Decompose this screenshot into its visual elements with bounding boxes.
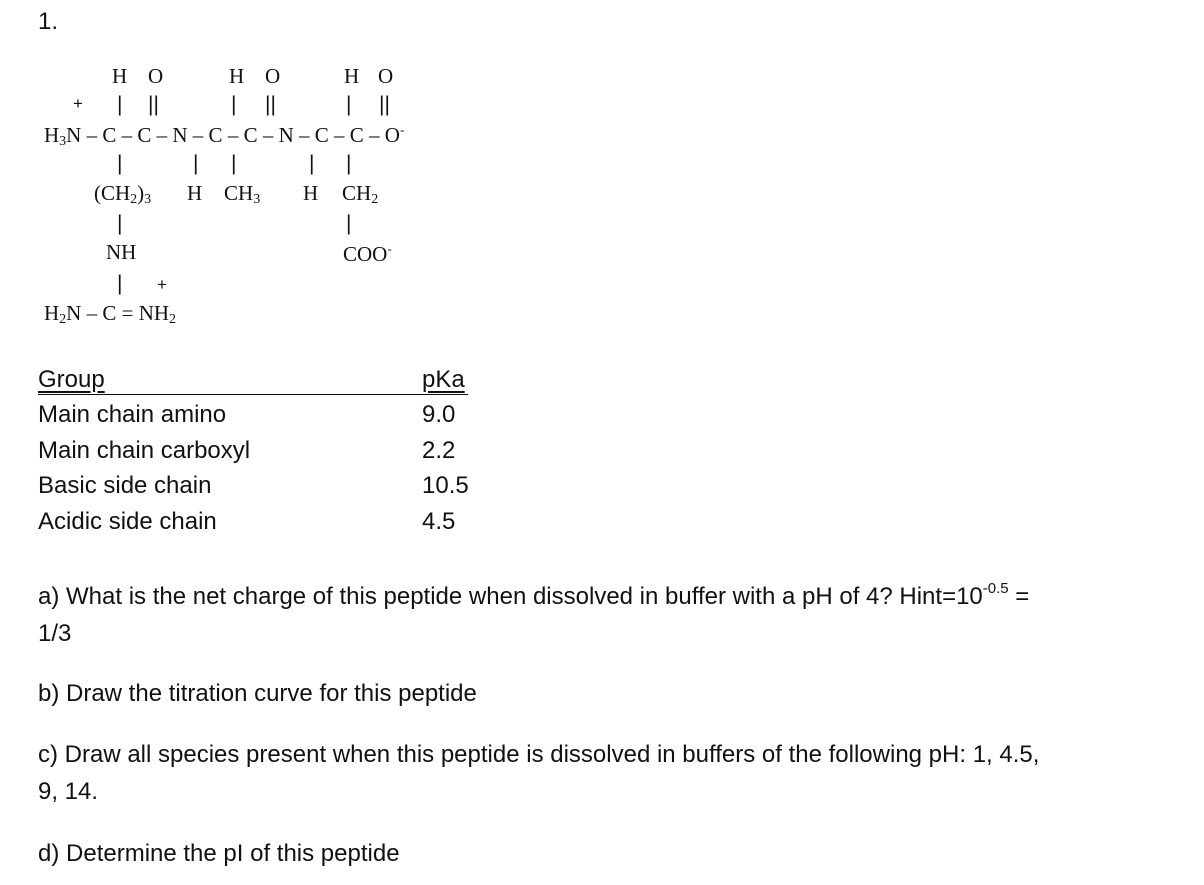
struct-side-bond-3: | bbox=[231, 152, 237, 175]
struct-h-1: H bbox=[112, 64, 128, 88]
pka-table-header bbox=[38, 366, 468, 395]
struct-side-ch2-3: $(CH_2)_3$ bbox=[94, 181, 152, 207]
struct-dbond-3: || bbox=[379, 93, 390, 116]
struct-side-h-2: H bbox=[303, 181, 319, 205]
table-row-group: Basic side chain bbox=[38, 472, 212, 499]
struct-o-3: O bbox=[378, 64, 394, 88]
table-row-pka: 2.2 bbox=[422, 437, 456, 464]
table-header-group: Group bbox=[38, 366, 105, 393]
struct-guanidinium: $H_2N - C = NH_2$ bbox=[44, 301, 177, 327]
struct-dbond-1: || bbox=[148, 93, 159, 116]
question-d: d) Determine the pI of this peptide bbox=[38, 840, 400, 867]
table-row-pka: 9.0 bbox=[422, 401, 456, 428]
struct-side-bond-1: | bbox=[117, 152, 123, 175]
struct-plus-n-term: + bbox=[73, 94, 83, 113]
struct-side-bond-8: | bbox=[117, 272, 123, 295]
table-row-pka: 4.5 bbox=[422, 508, 456, 535]
struct-side-bond-6: | bbox=[117, 212, 123, 235]
struct-o-1: O bbox=[148, 64, 164, 88]
struct-nh: NH bbox=[106, 240, 137, 264]
struct-side-bond-5: | bbox=[346, 152, 352, 175]
struct-coo: COO- bbox=[343, 241, 392, 266]
question-b: b) Draw the titration curve for this peptide bbox=[38, 680, 477, 707]
table-header-pka: pKa bbox=[422, 366, 465, 393]
struct-bond-3: | bbox=[346, 93, 352, 116]
struct-side-ch2: $CH_2$ bbox=[342, 181, 379, 207]
struct-bond-2: | bbox=[231, 93, 237, 116]
struct-bond-1: | bbox=[117, 93, 123, 116]
struct-side-ch3: $CH_3$ bbox=[224, 181, 261, 207]
struct-o-2: O bbox=[265, 64, 281, 88]
question-a: a) What is the net charge of this peptide when dissolved in buffer with a pH of 4? $Hint=10^{-0.5}$ = 1/3 bbox=[38, 580, 1030, 647]
struct-h-3: H bbox=[344, 64, 360, 88]
table-row-group: Main chain carboxyl bbox=[38, 437, 251, 464]
struct-dbond-2: || bbox=[265, 93, 276, 116]
question-c: c) Draw all species present when this peptide is dissolved in buffers of the following pH: 1, 4.5, 9, 14. bbox=[38, 741, 1040, 805]
struct-side-bond-7: | bbox=[346, 212, 352, 235]
struct-side-bond-4: | bbox=[309, 152, 315, 175]
table-row-pka: 10.5 bbox=[422, 472, 469, 499]
table-row-group: Acidic side chain bbox=[38, 508, 217, 535]
struct-side-h-1: H bbox=[187, 181, 203, 205]
question-number: 1. bbox=[38, 8, 59, 35]
struct-backbone: $H_3N$ – C – C – N – C – C – N – C – C – O- bbox=[44, 122, 405, 149]
struct-h-2: H bbox=[229, 64, 245, 88]
table-row-group: Main chain amino bbox=[38, 401, 227, 428]
struct-side-bond-2: | bbox=[193, 152, 199, 175]
struct-plus-guanidinium: + bbox=[157, 275, 167, 294]
